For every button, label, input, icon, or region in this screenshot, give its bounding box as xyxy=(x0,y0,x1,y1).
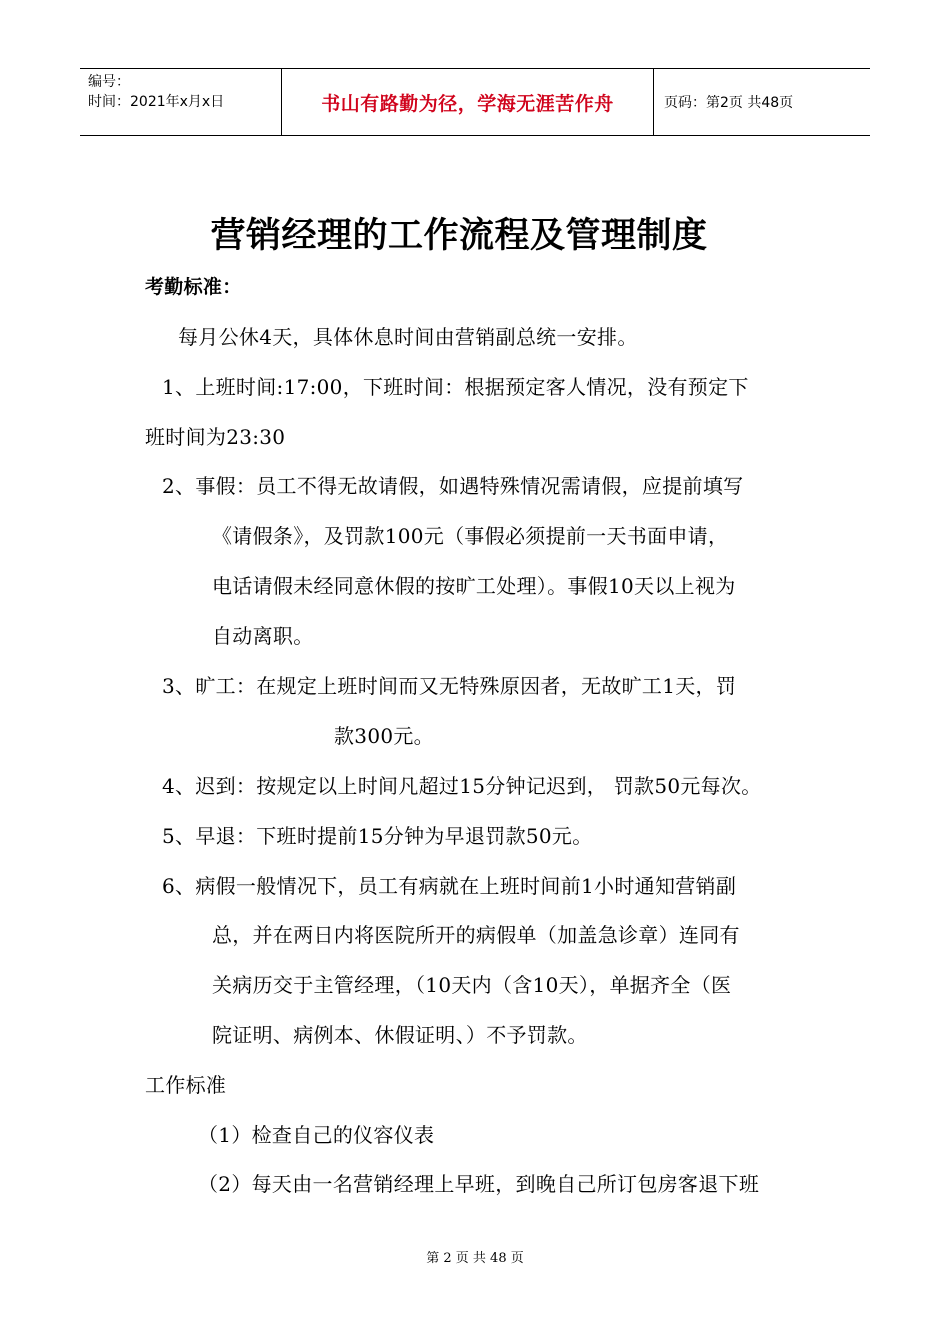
paragraph-line: 5、早退：下班时提前15分钟为早退罚款50元。 xyxy=(162,824,593,848)
time-label: 时间：2021年x月x日 xyxy=(88,94,225,110)
paragraph-line: 3、旷工：在规定上班时间而又无特殊原因者，无故旷工1天，罚 xyxy=(162,674,737,698)
header-motto-cell xyxy=(282,69,654,135)
paragraph-line: 6、病假一般情况下，员工有病就在上班时间前1小时通知营销副 xyxy=(162,874,737,898)
paragraph-line: 2、事假：员工不得无故请假，如遇特殊情况需请假，应提前填写 xyxy=(162,474,744,498)
header-meta-cell xyxy=(80,69,282,135)
paragraph-line: 院证明、病例本、休假证明、）不予罚款。 xyxy=(212,1023,588,1047)
paragraph-line: 4、迟到：按规定以上时间凡超过15分钟记迟到， 罚款50元每次。 xyxy=(162,774,762,798)
paragraph-line: 班时间为23:30 xyxy=(145,425,286,449)
document-title: 营销经理的工作流程及管理制度 xyxy=(210,216,708,256)
header-page-cell xyxy=(654,69,870,135)
paragraph-line: 每月公休4天，具体休息时间由营销副总统一安排。 xyxy=(178,325,638,349)
paragraph-line: （2）每天由一名营销经理上早班，到晚自己所订包房客退下班 xyxy=(198,1172,760,1196)
section-attendance-heading: 考勤标准： xyxy=(145,276,242,298)
number-label: 编号： xyxy=(88,74,130,90)
paragraph-line: 自动离职。 xyxy=(212,624,314,648)
page-footer: 第 2 页 共 48 页 xyxy=(426,1251,524,1266)
motto: 书山有路勤为径，学海无涯苦作舟 xyxy=(321,92,614,115)
paragraph-line: 电话请假未经同意休假的按旷工处理）。事假10天以上视为 xyxy=(212,574,736,598)
header-table xyxy=(80,68,870,136)
paragraph-line: 1、上班时间:17:00，下班时间：根据预定客人情况，没有预定下 xyxy=(162,375,749,399)
paragraph-line: （1）检查自己的仪容仪表 xyxy=(198,1123,435,1147)
paragraph-line: 总，并在两日内将医院所开的病假单（加盖急诊章）连同有 xyxy=(212,923,740,947)
paragraph-line: 《请假条》，及罚款100元（事假必须提前一天书面申请， xyxy=(212,524,729,548)
paragraph-line: 款300元。 xyxy=(334,724,434,748)
page-info: 页码：第2页 共48页 xyxy=(664,95,794,111)
paragraph-line: 关病历交于主管经理，（10天内（含10天），单据齐全（医 xyxy=(212,973,732,997)
section-work-heading: 工作标准 xyxy=(145,1073,227,1097)
